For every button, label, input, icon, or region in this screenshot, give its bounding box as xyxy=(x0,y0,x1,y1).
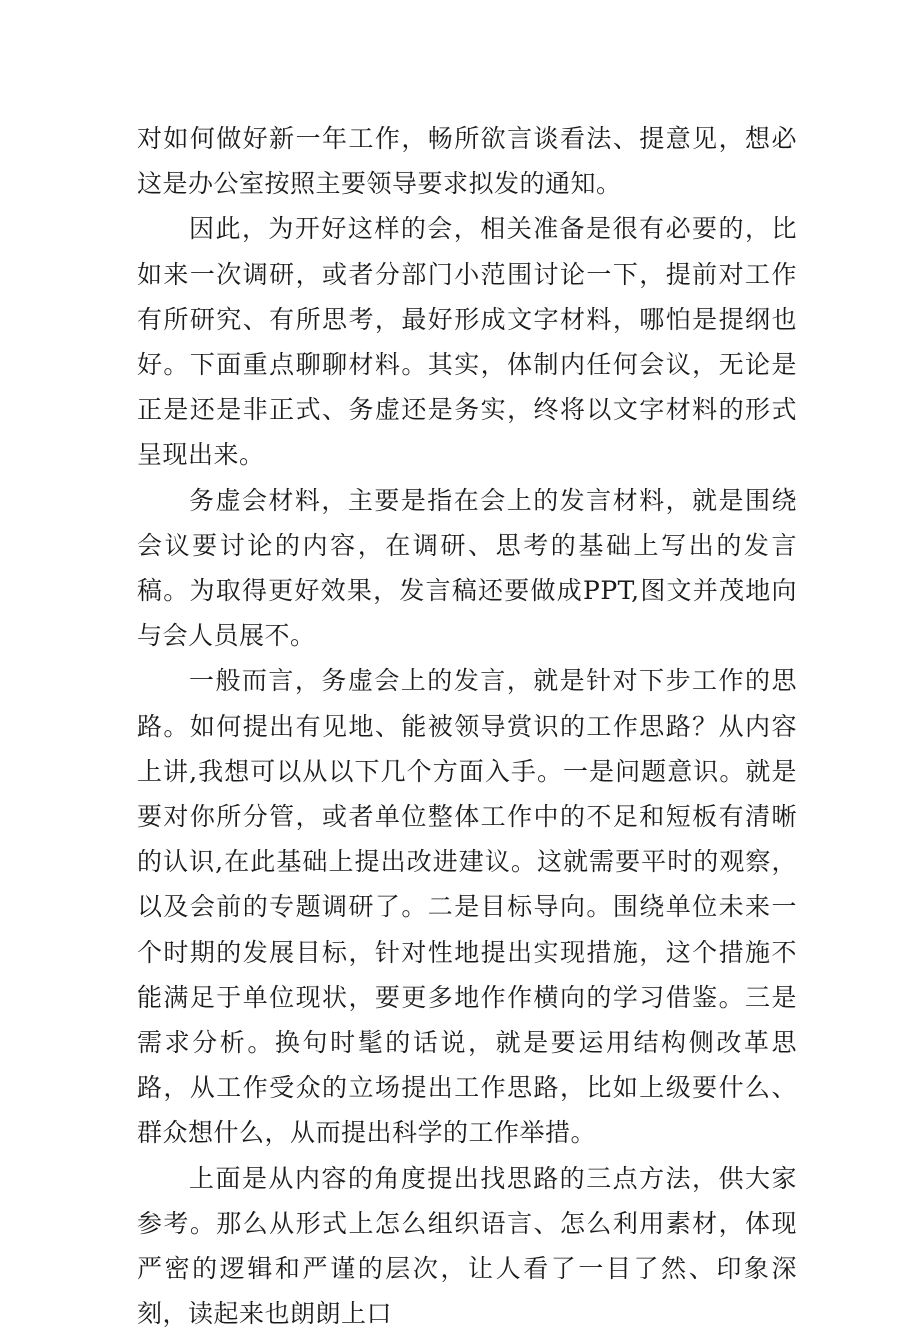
paragraph-work-ideas: 一般而言，务虚会上的发言，就是针对下步工作的思路。如何提出有见地、能被领导赏识的工作思路？从内容上讲,我想可以从以下几个方面入手。一是问题意识。就是要对你所分管，或者单位整体工作中的不足和短板有清晰的认识,在此基础上提出改进建议。这就需要平时的观察，以及会前的专题调研了。二是目标导向。围绕单位未来一个时期的发展目标，针对性地提出实现措施，这个措施不能满足于单位现状，要更多地作作横向的学习借鉴。三是需求分析。换句时髦的话说，就是要运用结构侧改革思路，从工作受众的立场提出工作思路，比如上级要什么、群众想什么，从而提出科学的工作举措。 xyxy=(137,666,797,1148)
document-body xyxy=(137,116,797,1336)
paragraph-continuation: 对如何做好新一年工作，畅所欲言谈看法、提意见，想必这是办公室按照主要领导要求拟发的通知。 xyxy=(137,124,797,199)
paragraph-preparation: 因此，为开好这样的会，相关准备是很有必要的，比如来一次调研，或者分部门小范围讨论一下，提前对工作有所研究、有所思考，最好形成文字材料，哪怕是提纲也好。下面重点聊聊材料。其实，体制内任何会议，无论是正是还是非正式、务虚还是务实，终将以文字材料的形式呈现出来。 xyxy=(137,214,797,470)
paragraph-form-language: 上面是从内容的角度提出找思路的三点方法，供大家参考。那么从形式上怎么组织语言、怎么利用素材，体现严密的逻辑和严谨的层次，让人看了一目了然、印象深刻，读起来也朗朗上口 xyxy=(137,1163,797,1329)
paragraph-speech-material: 务虚会材料，主要是指在会上的发言材料，就是围绕会议要讨论的内容，在调研、思考的基础上写出的发言稿。为取得更好效果，发言稿还要做成PPT,图文并茂地向与会人员展不。 xyxy=(137,485,797,651)
